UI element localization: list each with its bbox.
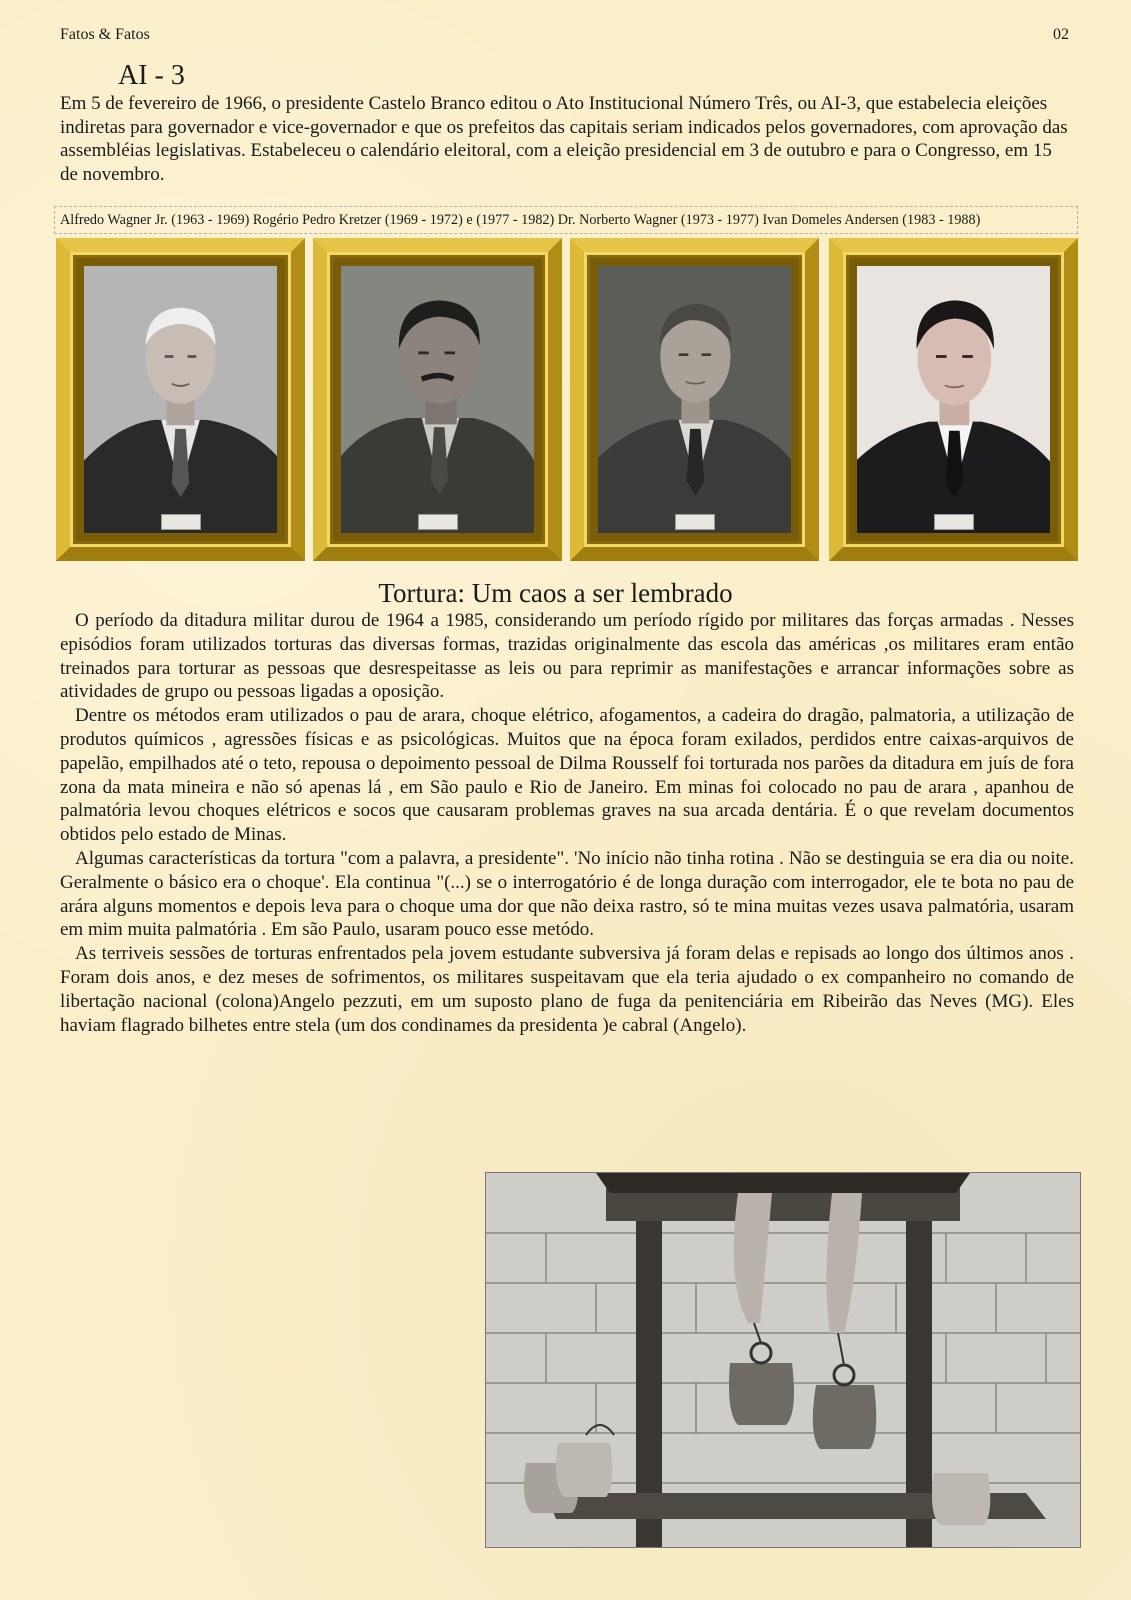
ai3-title: AI - 3 bbox=[118, 60, 185, 91]
torture-paragraph-3: Algumas características da tortura "com a palavra, a presidente". 'No início não tinha rotina . Não se destinguia se era dia ou noite. Geralmente o básico era o choque'. Ela continua "(...) se o interrogatório é de longa duração com interrogador, ele te bota no pau de arára alguns momentos e depois leva para o choque uma dor que não deixa rastro, só te mina muitas vezes usava palmatória, usaram em mim muita palmatória . Em são Paulo, usaram pouco esse metódo. bbox=[60, 847, 1074, 941]
portrait-photo-4 bbox=[857, 266, 1050, 533]
portrait-plaque-3 bbox=[675, 514, 715, 530]
portrait-plaque-4 bbox=[934, 514, 974, 530]
portrait-plaque-2 bbox=[418, 514, 458, 530]
torture-paragraph-4: As terriveis sessões de torturas enfrentados pela jovem estudante subversiva já foram delas e repisads ao longo dos últimos anos . Foram dois anos, e dez meses de sofrimentos, os militares suspeitavam que ela teria ajudado o ex companheiro no comando de libertação nacional (colona)Angelo pezzuti, em um suposto plano de fuga da penitenciária em Ribeirão das Neves (MG). Eles haviam flagrado bilhetes entre stela (um dos condinames da presidenta )e cabral (Angelo). bbox=[60, 943, 1074, 1036]
torture-paragraph-2: Dentre os métodos eram utilizados o pau de arara, choque elétrico, afogamentos, a cadeira do dragão, palmatoria, a utilização de produtos químicos , agressões físicas e as psicológicas. Muitos que na época foram exilados, perdidos entre caixas-arquivos de papelão, empilhados até o teto, repousa o depoimento pessoal de Dilma Rousself foi torturada nos parões da ditadura em juís de fora zona da mata mineira e não só apenas lá , em São paulo e Rio de Janeiro. Em minas foi colocado no pau de arara , apanhou de palmatória levou choques elétricos e socos que causaram problemas graves na sua arcada dentária. É o que revelam documentos obtidos pelo estado de Minas. bbox=[60, 705, 1074, 846]
page-number: 02 bbox=[1053, 26, 1069, 43]
portrait-frame-3 bbox=[570, 238, 819, 561]
publication-name: Fatos & Fatos bbox=[60, 26, 150, 43]
portrait-frame-4 bbox=[829, 238, 1078, 561]
torture-illustration bbox=[485, 1172, 1081, 1548]
portrait-frame-1 bbox=[56, 238, 305, 561]
portrait-photo-3 bbox=[598, 266, 791, 533]
portrait-photo-2 bbox=[341, 266, 534, 533]
portrait-plaque-1 bbox=[161, 514, 201, 530]
portrait-frame-2 bbox=[313, 238, 562, 561]
portrait-photo-1 bbox=[84, 266, 277, 533]
portrait-gallery bbox=[56, 238, 1078, 561]
torture-article bbox=[60, 609, 1074, 1037]
torture-paragraph-1: O período da ditadura militar durou de 1964 a 1985, considerando um período rígido por militares das forças armadas . Nesses episódios foram utilizados torturas das diversas formas, trazidas originalmente das escola das américas ,os militares eram então treinados para torturar as pessoas que desrespeitasse as leis ou para reprimir as manifestações e arrancar informações sobre as atividades de grupo ou pessoas ligadas a oposição. bbox=[60, 610, 1074, 703]
portraits-caption: Alfredo Wagner Jr. (1963 - 1969) Rogério Pedro Kretzer (1969 - 1972) e (1977 - 1982) Dr. Norberto Wagner (1973 - 1977) Ivan Domeles Andersen (1983 - 1988) bbox=[54, 206, 1078, 234]
ai3-text: Em 5 de fevereiro de 1966, o presidente Castelo Branco editou o Ato Institucional Número Três, ou AI-3, que estabelecia eleições indiretas para governador e vice-governador e que os prefeitos das capitais seriam indicados pelos governadores, com aprovação das assembléias legislativas. Estabeleceu o calendário eleitoral, com a eleição presidencial em 3 de outubro e para o Congresso, em 15 de novembro. bbox=[60, 93, 1068, 185]
torture-section-title: Tortura: Um caos a ser lembrado bbox=[378, 578, 733, 608]
